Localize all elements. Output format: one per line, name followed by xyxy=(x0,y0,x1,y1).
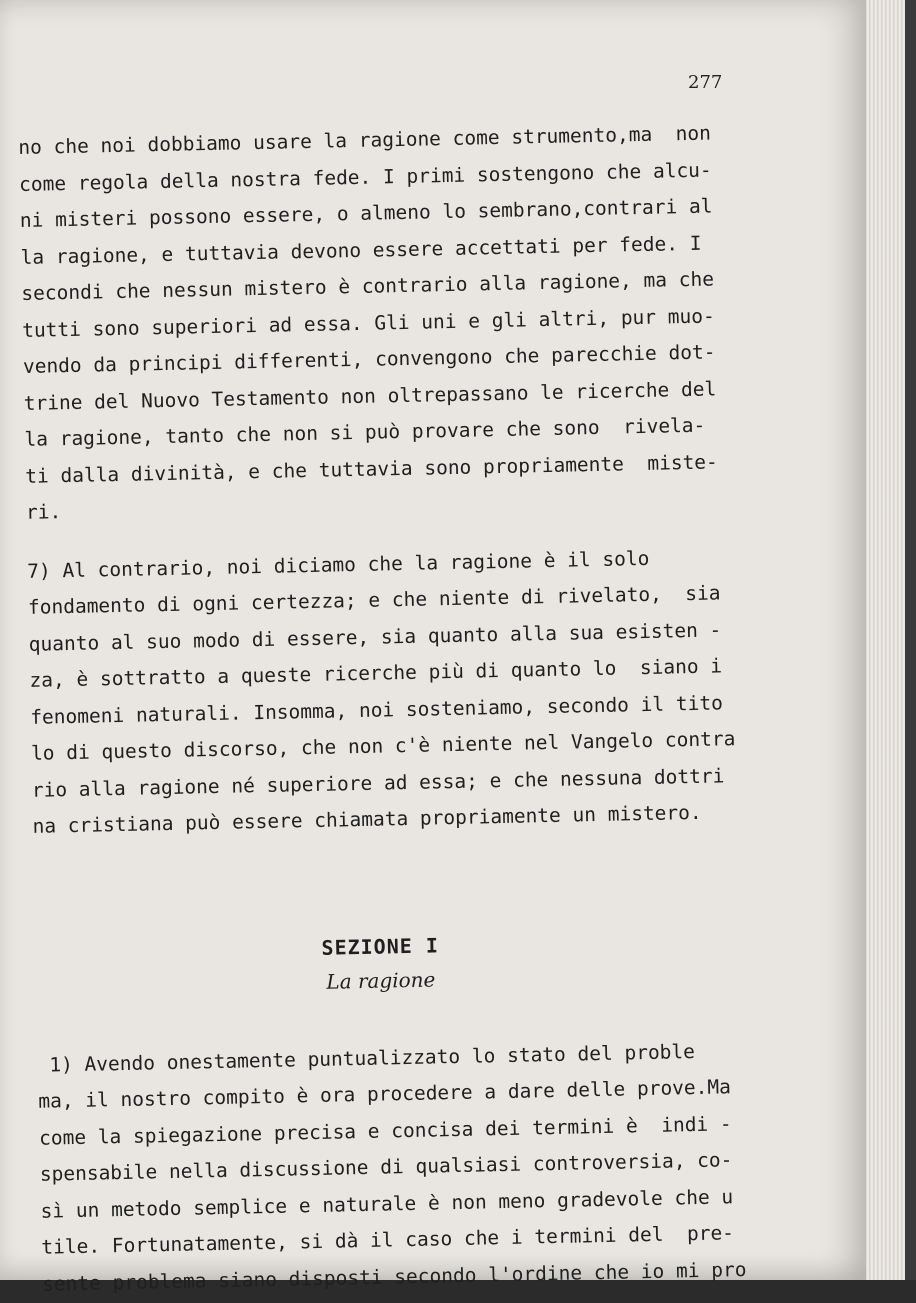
text-line: ni misteri possono essere, o almeno lo sembrano,contrari al xyxy=(19,194,713,232)
text-line: tile. Fortunatamente, si dà il caso che i termini del pre- xyxy=(41,1221,735,1259)
text-line: rio alla ragione né superiore ad essa; e che nessuna dottri xyxy=(31,763,725,802)
text-line: trine del Nuovo Testamento non oltrepassano le ricerche del xyxy=(23,376,717,415)
body-text xyxy=(18,115,752,1303)
text-line: na cristiana può essere chiamata propriamente un mistero. xyxy=(32,800,702,838)
text-line: ma, il nostro compito è ora procedere a dare delle prove.Ma xyxy=(38,1075,732,1113)
section-title: SEZIONE I xyxy=(321,932,440,960)
text-line: spensabile nella discussione di qualsiasi controversia, co- xyxy=(39,1148,733,1186)
text-line: ti dalla divinità, e che tuttavia sono propriamente miste- xyxy=(25,449,719,488)
text-line: 7) Al contrario, noi diciamo che la ragione è il solo xyxy=(26,546,650,583)
text-line: 1) Avendo onestamente puntualizzato lo stato del proble xyxy=(37,1039,696,1077)
text-line: sente problema siano disposti secondo l'ordine che io mi pro xyxy=(41,1257,747,1296)
text-line: fondamento di ogni certezza; e che niente di rivelato, sia xyxy=(27,581,721,619)
text-line: lo di questo discorso, che non c'è niente nel Vangelo contra xyxy=(30,727,736,765)
background-shadow xyxy=(905,0,916,1280)
text-line: fenomeni naturali. Insomma, noi sosteniamo, secondo il tito xyxy=(30,690,724,729)
text-line: la ragione, e tuttavia devono essere accettati per fede. I xyxy=(20,231,702,269)
text-line: secondi che nessun mistero è contrario alla ragione, ma che xyxy=(21,267,715,305)
text-line: za, è sottratto a queste ricerche più di quanto lo siano i xyxy=(29,654,723,692)
text-line: come la spiegazione precisa e concisa dei termini è indi - xyxy=(38,1111,732,1150)
text-line: tutti sono superiori ad essa. Gli uni e gli altri, pur muo- xyxy=(21,303,715,342)
text-line: vendo da principi differenti, convengono che parecchie dot- xyxy=(22,340,716,378)
text-line: sì un metodo semplice e naturale è non meno gradevole che u xyxy=(40,1184,734,1223)
text-line: quanto al suo modo di essere, sia quanto alla sua esisten - xyxy=(28,617,722,656)
text-line: no che noi dobbiamo usare la ragione come strumento,ma non xyxy=(18,121,712,159)
text-line: come regola della nostra fede. I primi sostengono che alcu- xyxy=(18,157,712,196)
page-number: 277 xyxy=(688,72,723,93)
section-subtitle: La ragione xyxy=(326,966,436,994)
text-line: ri. xyxy=(25,500,62,524)
text-line: la ragione, tanto che non si può provare che sono rivela- xyxy=(24,413,706,451)
